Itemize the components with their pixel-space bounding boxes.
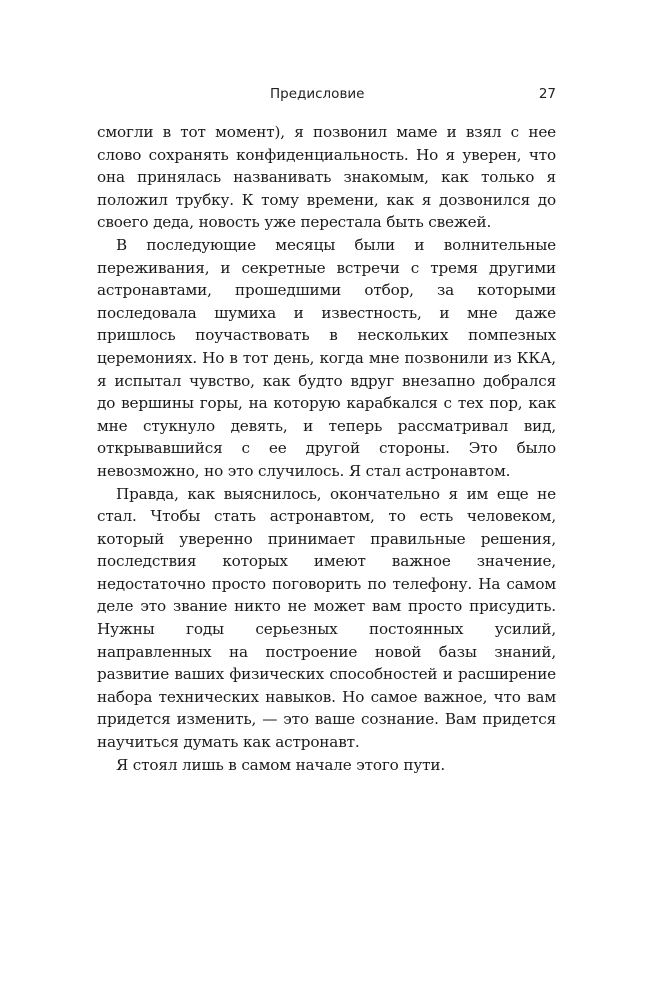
running-head (270, 86, 556, 106)
paragraph: В последующие месяцы были и волнительные переживания, и секретные встречи с тремя другими астронавтами, прошедшими отбор, за которыми последовала шумиха и известность, и мне даже пришлось поучаствовать в нескольких помпезных церемониях. Но в тот день, когда мне позвонили из ККА, я испытал чувство, как будто вдруг внезапно добрался до вершины горы, на которую карабкался с тех пор, как мне стукнуло девять, и теперь рассматривал вид, открывавшийся с ее другой стороны. Это было невозможно, но это случилось. Я стал астронавтом. (97, 235, 556, 480)
paragraph: смогли в тот момент), я позвонил маме и взял с нее слово сохранять конфиденциальность. Но я уверен, что она принялась названивать знакомым, как только я положил трубку. К тому времени, как я дозвонился до своего деда, новость уже перестала быть свежей. (97, 123, 556, 232)
paragraph: Правда, как выяснилось, окончательно я им еще не стал. Чтобы стать астронавтом, то есть человеком, который уверенно принимает правильные решения, последствия которых имеют важное значение, недостаточно просто поговорить по телефону. На самом деле это звание никто не может вам просто присудить. Нужны годы серьезных постоянных усилий, направленных на построение новой базы знаний, развитие ваших физических способностей и расширение набора технических навыков. Но самое важное, что вам придется изменить, — это ваше сознание. Вам придется научиться думать как астронавт. (97, 484, 556, 752)
body-text (97, 121, 556, 776)
chapter-title: Предисловие (270, 86, 365, 102)
paragraph: Я стоял лишь в самом начале этого пути. (116, 755, 446, 774)
page-number: 27 (538, 86, 556, 102)
